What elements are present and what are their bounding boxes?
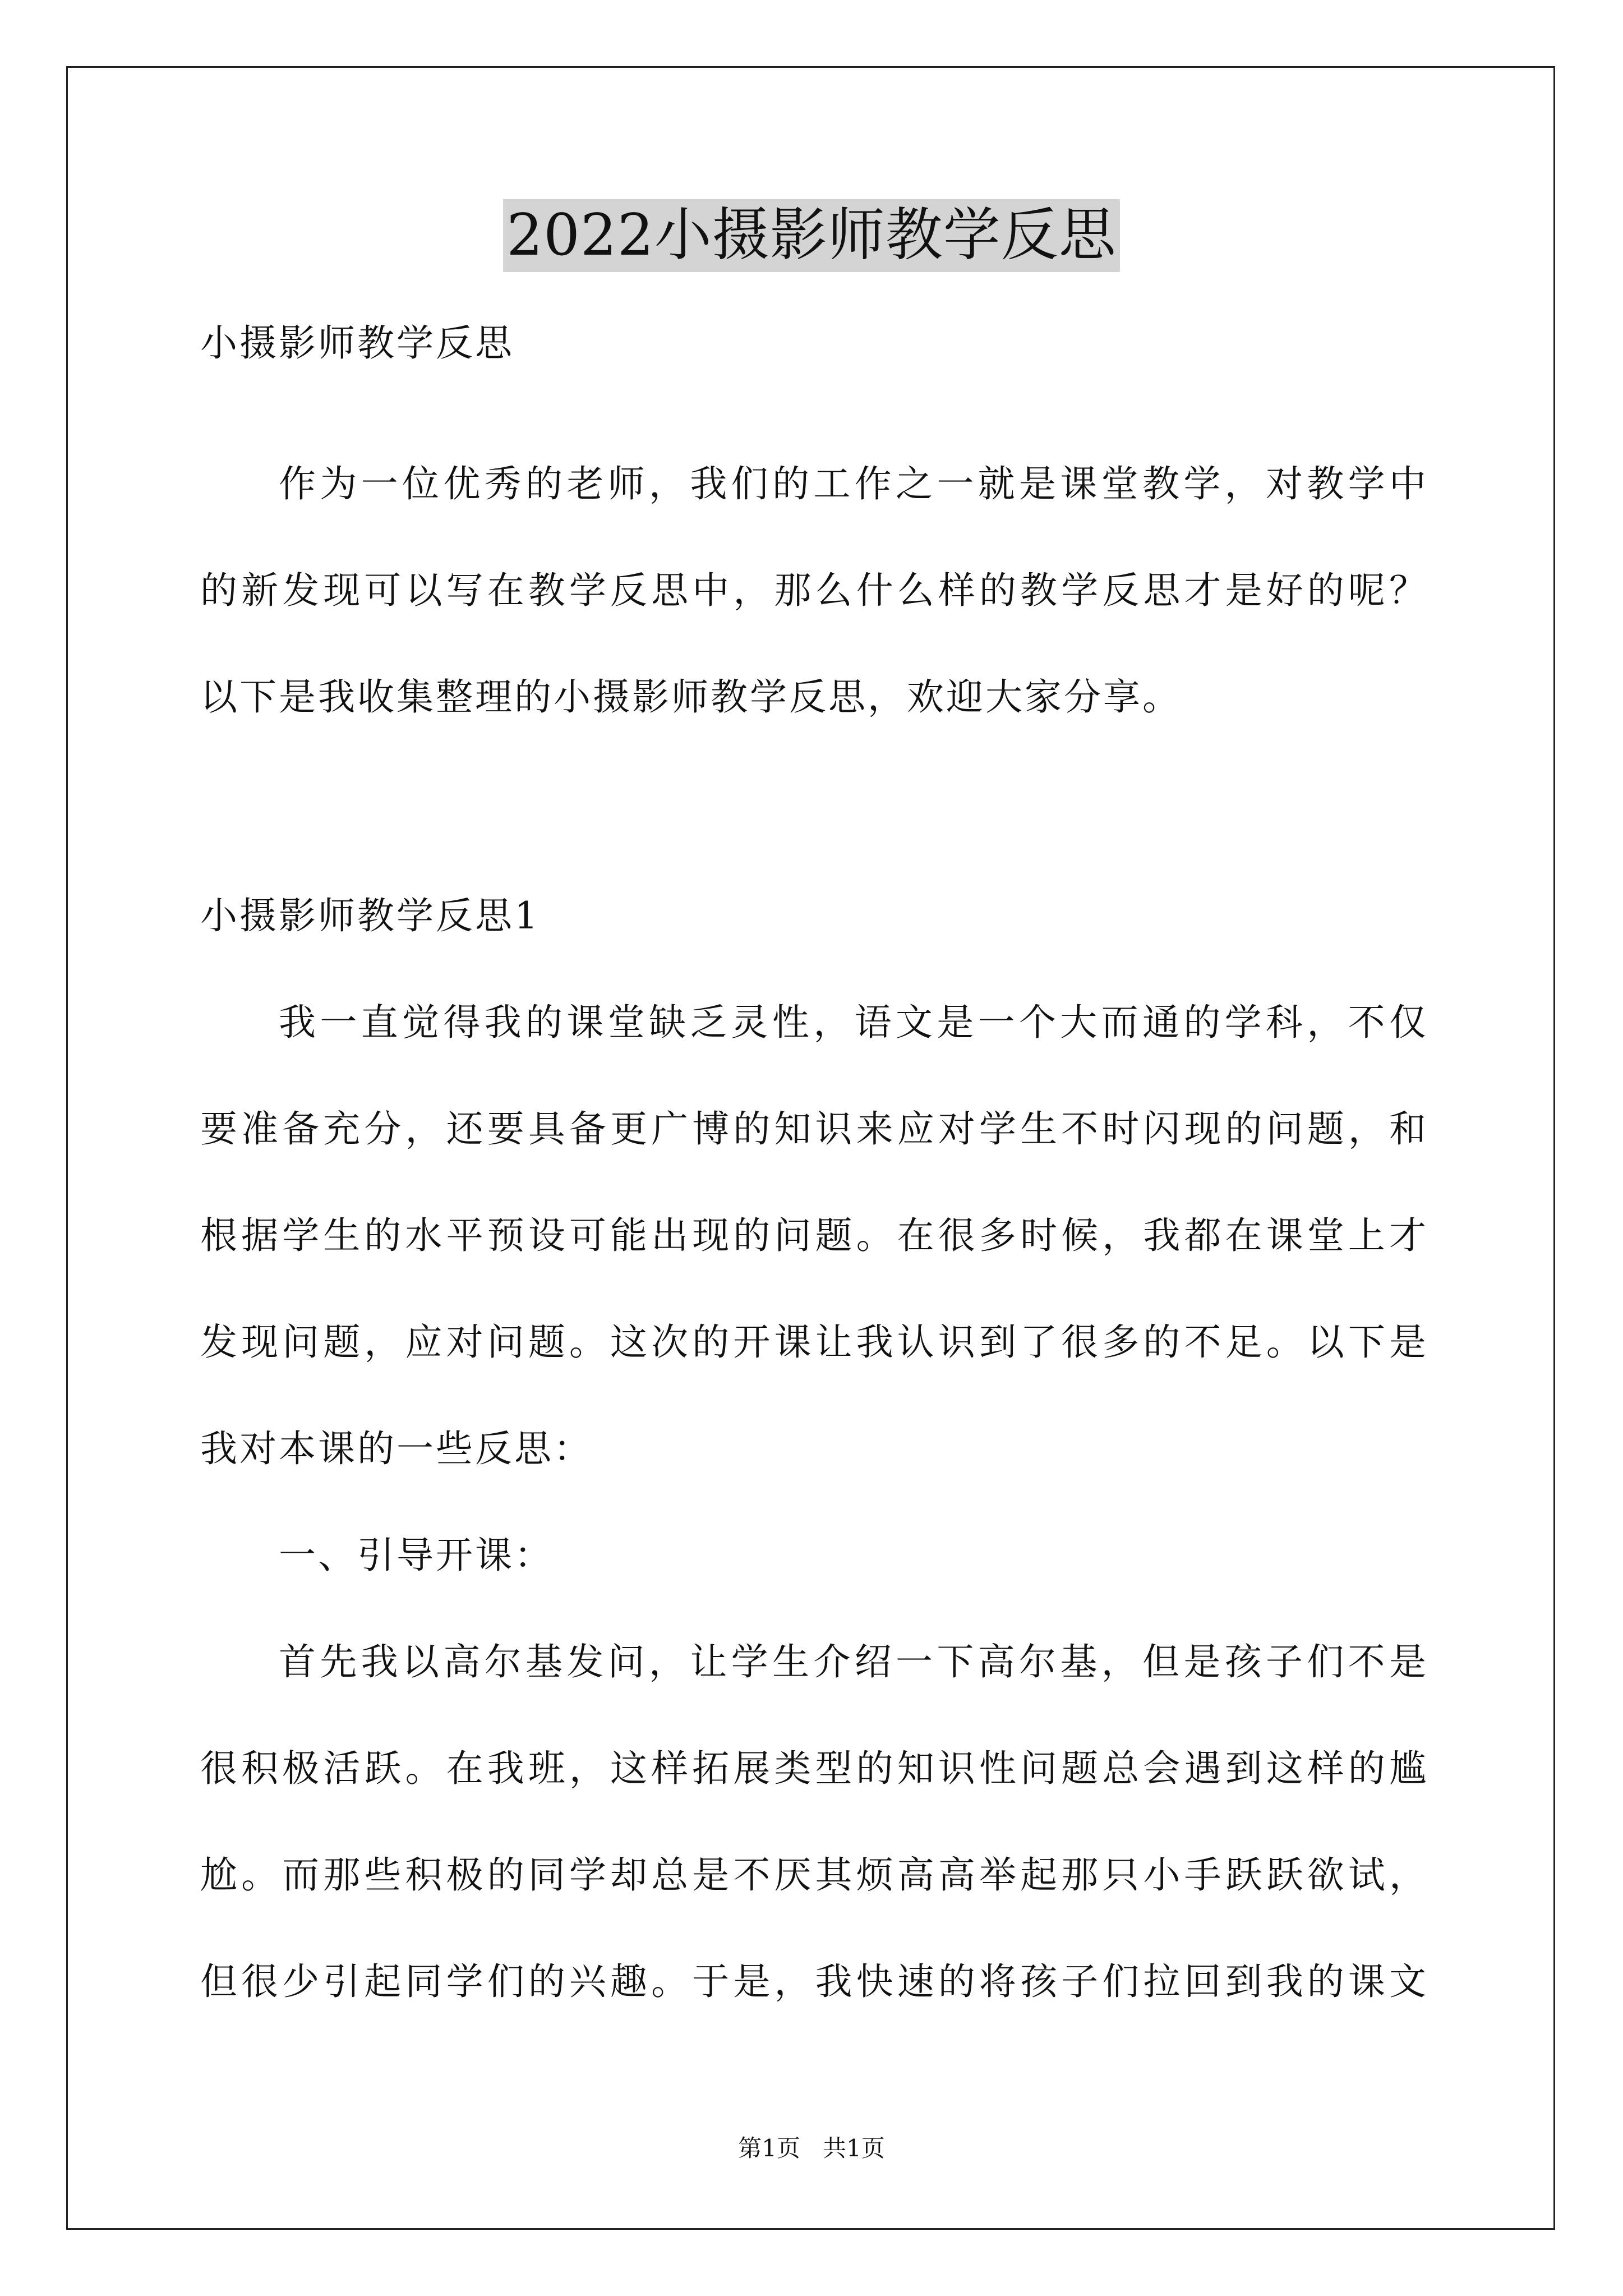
title-container xyxy=(0,199,1623,272)
point-heading: 一、引导开课： xyxy=(279,1534,554,1577)
paragraph-line: 我对本课的一些反思： xyxy=(200,1427,593,1470)
intro-line: 以下是我收集整理的小摄影师教学反思，欢迎大家分享。 xyxy=(200,675,1182,719)
paragraph-line: 但很少引起同学们的兴趣。于是，我快速的将孩子们拉回到我的课文 xyxy=(200,1960,1428,2003)
paragraph-line: 根据学生的水平预设可能出现的问题。在很多时候，我都在课堂上才 xyxy=(200,1214,1428,1257)
paragraph-line: 发现问题，应对问题。这次的开课让我认识到了很多的不足。以下是 xyxy=(200,1320,1428,1364)
paragraph-line: 要准备充分，还要具备更广博的知识来应对学生不时闪现的问题，和 xyxy=(200,1107,1428,1151)
paragraph-line: 很积极活跃。在我班，这样拓展类型的知识性问题总会遇到这样的尴 xyxy=(200,1747,1428,1790)
paragraph-line: 我一直觉得我的课堂缺乏灵性，语文是一个大而通的学科，不仅 xyxy=(279,1001,1428,1044)
paragraph-line: 首先我以高尔基发问，让学生介绍一下高尔基，但是孩子们不是 xyxy=(279,1640,1428,1683)
document-subtitle: 小摄影师教学反思 xyxy=(200,321,514,365)
paragraph-line: 尬。而那些积极的同学却总是不厌其烦高高举起那只小手跃跃欲试， xyxy=(200,1853,1428,1897)
page-footer: 第1页 共1页 xyxy=(738,2134,885,2162)
document-title: 2022小摄影师教学反思 xyxy=(503,199,1120,272)
intro-line: 作为一位优秀的老师，我们的工作之一就是课堂教学，对教学中 xyxy=(279,462,1428,505)
section-heading: 小摄影师教学反思1 xyxy=(200,894,540,937)
intro-line: 的新发现可以写在教学反思中，那么什么样的教学反思才是好的呢？ xyxy=(200,569,1428,612)
